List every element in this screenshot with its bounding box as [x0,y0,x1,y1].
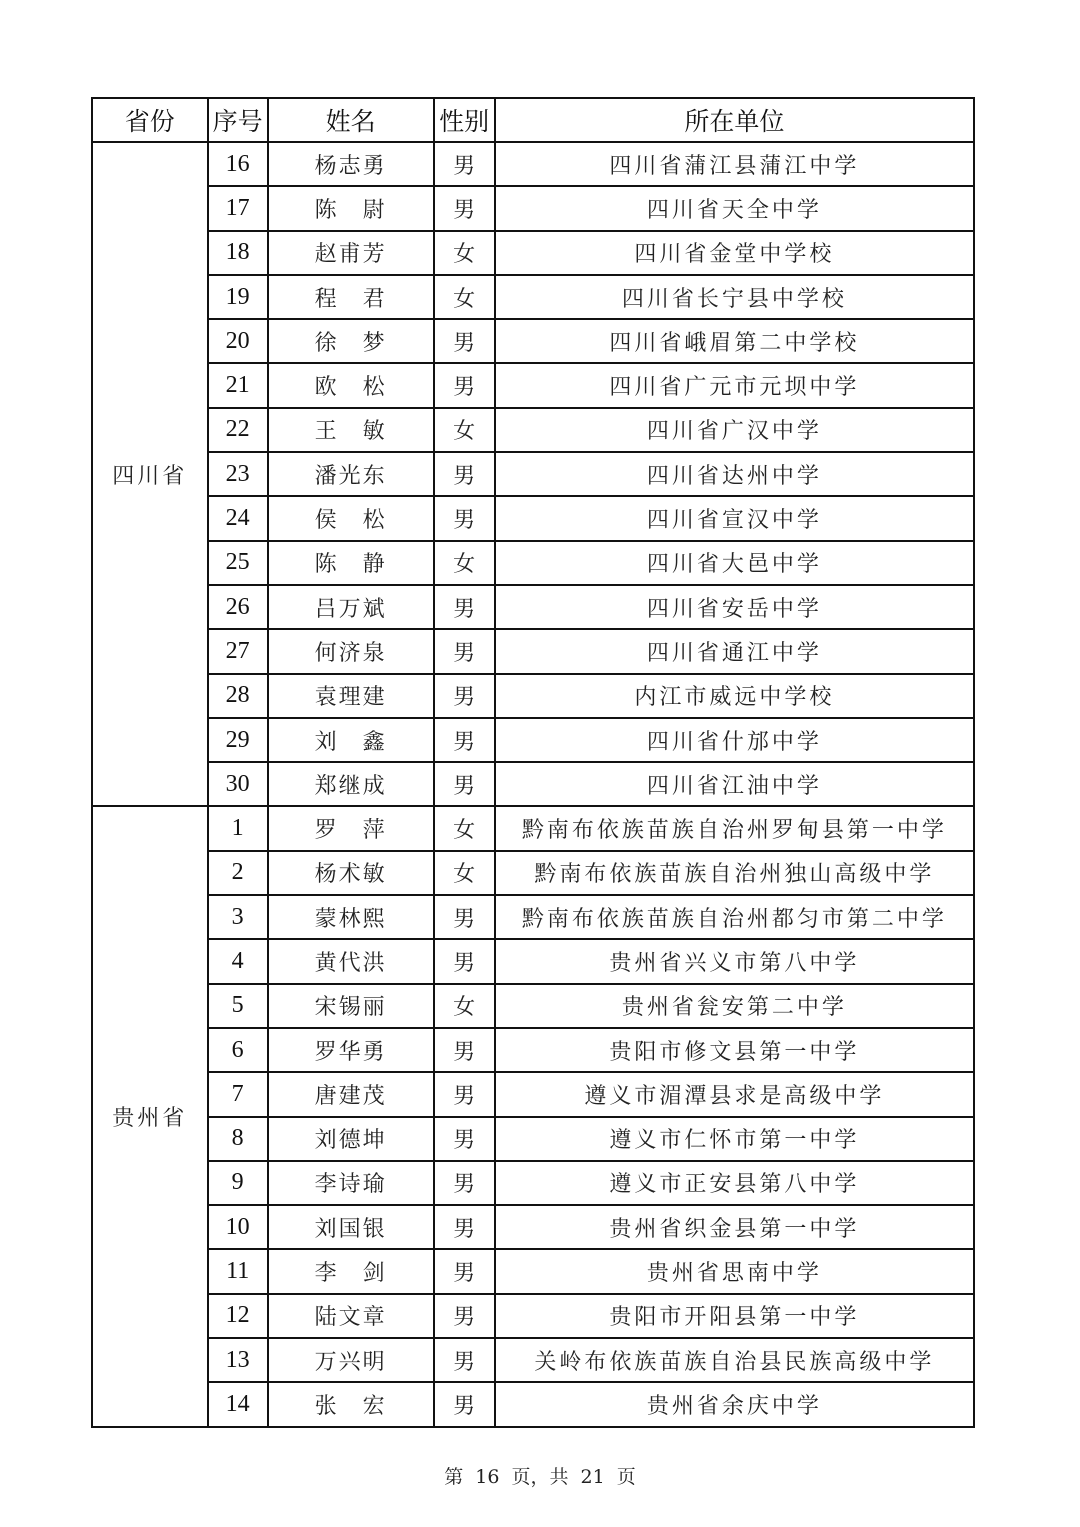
table-row [92,363,974,407]
row-number: 18 [208,231,268,275]
province-cell: 四川省 [92,142,208,806]
row-number: 10 [208,1205,268,1249]
gender: 男 [434,1028,495,1072]
table-row [92,762,974,806]
school-unit: 四川省广汉中学 [495,408,974,452]
row-number: 17 [208,186,268,230]
row-number: 13 [208,1338,268,1382]
table-row [92,541,974,585]
gender: 男 [434,718,495,762]
table-row [92,186,974,230]
person-name: 罗华勇 [268,1028,434,1072]
school-unit: 贵州省瓮安第二中学 [495,984,974,1028]
row-number: 20 [208,319,268,363]
table-row [92,1072,974,1116]
table-row [92,408,974,452]
gender: 男 [434,1382,495,1426]
school-unit: 黔南布依族苗族自治州独山高级中学 [495,851,974,895]
table-row [92,1249,974,1293]
gender: 男 [434,1161,495,1205]
table-row [92,142,974,186]
person-name: 刘德坤 [268,1117,434,1161]
person-name: 潘光东 [268,452,434,496]
table-body [92,142,974,1427]
school-unit: 黔南布依族苗族自治州罗甸县第一中学 [495,806,974,850]
school-unit: 四川省峨眉第二中学校 [495,319,974,363]
gender: 男 [434,674,495,718]
gender: 女 [434,806,495,850]
gender: 男 [434,1205,495,1249]
gender: 男 [434,585,495,629]
table-row [92,1117,974,1161]
school-unit: 四川省金堂中学校 [495,231,974,275]
table-header-row [92,98,974,142]
school-unit: 四川省广元市元坝中学 [495,363,974,407]
table-row [92,1205,974,1249]
page-number-footer: 第 16 页，共 21 页 [444,1466,636,1488]
row-number: 4 [208,939,268,983]
person-name: 王 敏 [268,408,434,452]
school-unit: 贵阳市修文县第一中学 [495,1028,974,1072]
person-name: 袁理建 [268,674,434,718]
person-name: 侯 松 [268,496,434,540]
row-number: 25 [208,541,268,585]
person-name: 罗 萍 [268,806,434,850]
gender: 男 [434,1072,495,1116]
row-number: 27 [208,629,268,673]
school-unit: 贵州省余庆中学 [495,1382,974,1426]
table-row [92,806,974,850]
table-row [92,452,974,496]
school-unit: 四川省宣汉中学 [495,496,974,540]
school-unit: 贵阳市开阳县第一中学 [495,1294,974,1338]
person-name: 唐建茂 [268,1072,434,1116]
table-row [92,1382,974,1426]
school-unit: 四川省天全中学 [495,186,974,230]
person-name: 杨志勇 [268,142,434,186]
gender: 男 [434,1338,495,1382]
gender: 男 [434,186,495,230]
row-number: 7 [208,1072,268,1116]
person-name: 万兴明 [268,1338,434,1382]
table-row [92,851,974,895]
table-row [92,674,974,718]
header-no: 序号 [208,98,268,142]
gender: 男 [434,1294,495,1338]
row-number: 14 [208,1382,268,1426]
row-number: 30 [208,762,268,806]
person-name: 吕万斌 [268,585,434,629]
person-name: 徐 梦 [268,319,434,363]
person-name: 刘 鑫 [268,718,434,762]
school-unit: 内江市威远中学校 [495,674,974,718]
row-number: 11 [208,1249,268,1293]
school-unit: 四川省蒲江县蒲江中学 [495,142,974,186]
table-row [92,984,974,1028]
school-unit: 四川省通江中学 [495,629,974,673]
school-unit: 遵义市正安县第八中学 [495,1161,974,1205]
table-row [92,231,974,275]
row-number: 19 [208,275,268,319]
table-row [92,939,974,983]
person-name: 杨术敏 [268,851,434,895]
row-number: 26 [208,585,268,629]
school-unit: 贵州省兴义市第八中学 [495,939,974,983]
row-number: 23 [208,452,268,496]
row-number: 12 [208,1294,268,1338]
person-name: 陈 静 [268,541,434,585]
table-row [92,1338,974,1382]
person-name: 陈 尉 [268,186,434,230]
table-row [92,718,974,762]
table-row [92,275,974,319]
gender: 女 [434,231,495,275]
gender: 男 [434,496,495,540]
person-name: 赵甫芳 [268,231,434,275]
person-name: 何济泉 [268,629,434,673]
gender: 男 [434,762,495,806]
gender: 男 [434,895,495,939]
row-number: 22 [208,408,268,452]
row-number: 16 [208,142,268,186]
table-row [92,1161,974,1205]
table-row [92,496,974,540]
person-name: 蒙林熙 [268,895,434,939]
row-number: 21 [208,363,268,407]
gender: 女 [434,851,495,895]
school-unit: 四川省大邑中学 [495,541,974,585]
row-number: 3 [208,895,268,939]
gender: 男 [434,1249,495,1293]
school-unit: 贵州省思南中学 [495,1249,974,1293]
header-name: 姓名 [268,98,434,142]
school-unit: 贵州省织金县第一中学 [495,1205,974,1249]
row-number: 24 [208,496,268,540]
header-unit: 所在单位 [495,98,974,142]
row-number: 9 [208,1161,268,1205]
gender: 男 [434,142,495,186]
school-unit: 四川省江油中学 [495,762,974,806]
gender: 女 [434,408,495,452]
table-row [92,585,974,629]
person-name: 李 剑 [268,1249,434,1293]
person-name: 宋锡丽 [268,984,434,1028]
person-name: 陆文章 [268,1294,434,1338]
table-row [92,319,974,363]
header-province: 省份 [92,98,208,142]
person-name: 李诗瑜 [268,1161,434,1205]
person-name: 刘国银 [268,1205,434,1249]
gender: 女 [434,275,495,319]
row-number: 29 [208,718,268,762]
school-unit: 四川省什邡中学 [495,718,974,762]
person-name: 黄代洪 [268,939,434,983]
person-name: 郑继成 [268,762,434,806]
school-unit: 四川省安岳中学 [495,585,974,629]
row-number: 28 [208,674,268,718]
header-gender: 性别 [434,98,495,142]
gender: 女 [434,541,495,585]
gender: 男 [434,452,495,496]
gender: 女 [434,984,495,1028]
table-row [92,1294,974,1338]
gender: 男 [434,629,495,673]
school-unit: 遵义市湄潭县求是高级中学 [495,1072,974,1116]
row-number: 1 [208,806,268,850]
table-row [92,629,974,673]
school-unit: 关岭布依族苗族自治县民族高级中学 [495,1338,974,1382]
gender: 男 [434,319,495,363]
row-number: 8 [208,1117,268,1161]
row-number: 2 [208,851,268,895]
person-name: 张 宏 [268,1382,434,1426]
school-unit: 四川省长宁县中学校 [495,275,974,319]
person-name: 程 君 [268,275,434,319]
school-unit: 四川省达州中学 [495,452,974,496]
table-row [92,1028,974,1072]
table-row [92,895,974,939]
province-cell: 贵州省 [92,806,208,1426]
roster-table [91,97,975,1428]
person-name: 欧 松 [268,363,434,407]
school-unit: 遵义市仁怀市第一中学 [495,1117,974,1161]
row-number: 5 [208,984,268,1028]
gender: 男 [434,939,495,983]
school-unit: 黔南布依族苗族自治州都匀市第二中学 [495,895,974,939]
gender: 男 [434,363,495,407]
gender: 男 [434,1117,495,1161]
row-number: 6 [208,1028,268,1072]
